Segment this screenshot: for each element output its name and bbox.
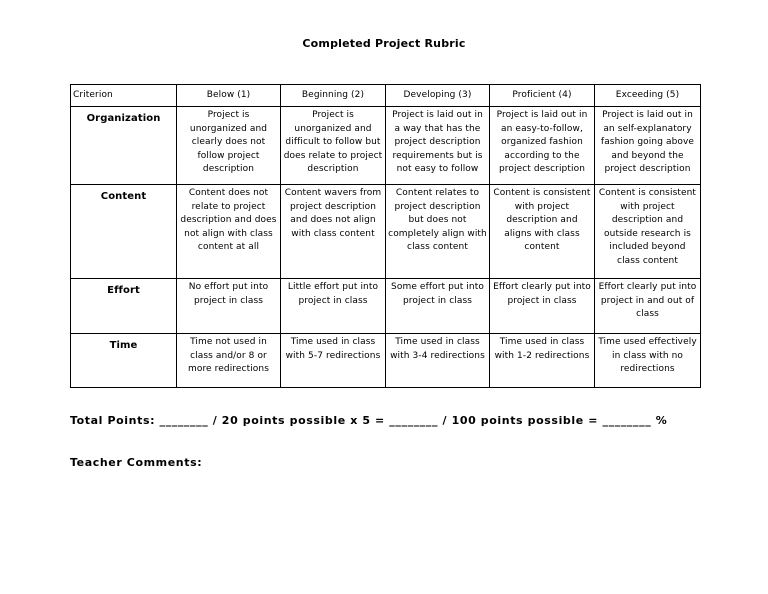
criterion-time: Time — [71, 334, 177, 388]
column-header-below: Below (1) — [177, 85, 281, 107]
cell-content-proficient: Content is consistent with project description and aligns with class content — [490, 185, 595, 279]
criterion-content: Content — [71, 185, 177, 279]
column-header-proficient: Proficient (4) — [490, 85, 595, 107]
cell-content-beginning: Content wavers from project description and does not align with class content — [281, 185, 386, 279]
cell-organization-below: Project is unorganized and clearly does not follow project description — [177, 107, 281, 185]
column-header-developing: Developing (3) — [386, 85, 490, 107]
column-header-exceeding: Exceeding (5) — [595, 85, 701, 107]
column-header-beginning: Beginning (2) — [281, 85, 386, 107]
cell-organization-exceeding: Project is laid out in an self-explanatory fashion going above and beyond the project description — [595, 107, 701, 185]
criterion-effort: Effort — [71, 279, 177, 334]
cell-time-below: Time not used in class and/or 8 or more redirections — [177, 334, 281, 388]
cell-effort-developing: Some effort put into project in class — [386, 279, 490, 334]
column-header-criterion: Criterion — [71, 85, 177, 107]
rubric-header-row — [71, 85, 701, 107]
cell-effort-below: No effort put into project in class — [177, 279, 281, 334]
rubric-table — [70, 84, 701, 388]
cell-time-beginning: Time used in class with 5-7 redirections — [281, 334, 386, 388]
cell-content-developing: Content relates to project description but does not completely align with class content — [386, 185, 490, 279]
cell-time-proficient: Time used in class with 1-2 redirections — [490, 334, 595, 388]
total-points-line: Total Points: ________ / 20 points possible x 5 = ________ / 100 points possible = ________ % — [70, 414, 668, 427]
cell-effort-beginning: Little effort put into project in class — [281, 279, 386, 334]
cell-content-below: Content does not relate to project description and does not align with class content at all — [177, 185, 281, 279]
cell-effort-proficient: Effort clearly put into project in class — [490, 279, 595, 334]
rubric-row-content — [71, 185, 701, 279]
teacher-comments-label: Teacher Comments: — [70, 456, 203, 469]
rubric-row-organization — [71, 107, 701, 185]
cell-content-exceeding: Content is consistent with project description and outside research is included beyond class content — [595, 185, 701, 279]
cell-time-exceeding: Time used effectively in class with no redirections — [595, 334, 701, 388]
criterion-organization: Organization — [71, 107, 177, 185]
cell-effort-exceeding: Effort clearly put into project in and out of class — [595, 279, 701, 334]
cell-organization-beginning: Project is unorganized and difficult to follow but does relate to project description — [281, 107, 386, 185]
document-title: Completed Project Rubric — [302, 37, 466, 50]
rubric-row-effort — [71, 279, 701, 334]
cell-organization-developing: Project is laid out in a way that has the project description requirements but is not easy to follow — [386, 107, 490, 185]
cell-time-developing: Time used in class with 3-4 redirections — [386, 334, 490, 388]
cell-organization-proficient: Project is laid out in an easy-to-follow, organized fashion according to the project description — [490, 107, 595, 185]
rubric-row-time — [71, 334, 701, 388]
